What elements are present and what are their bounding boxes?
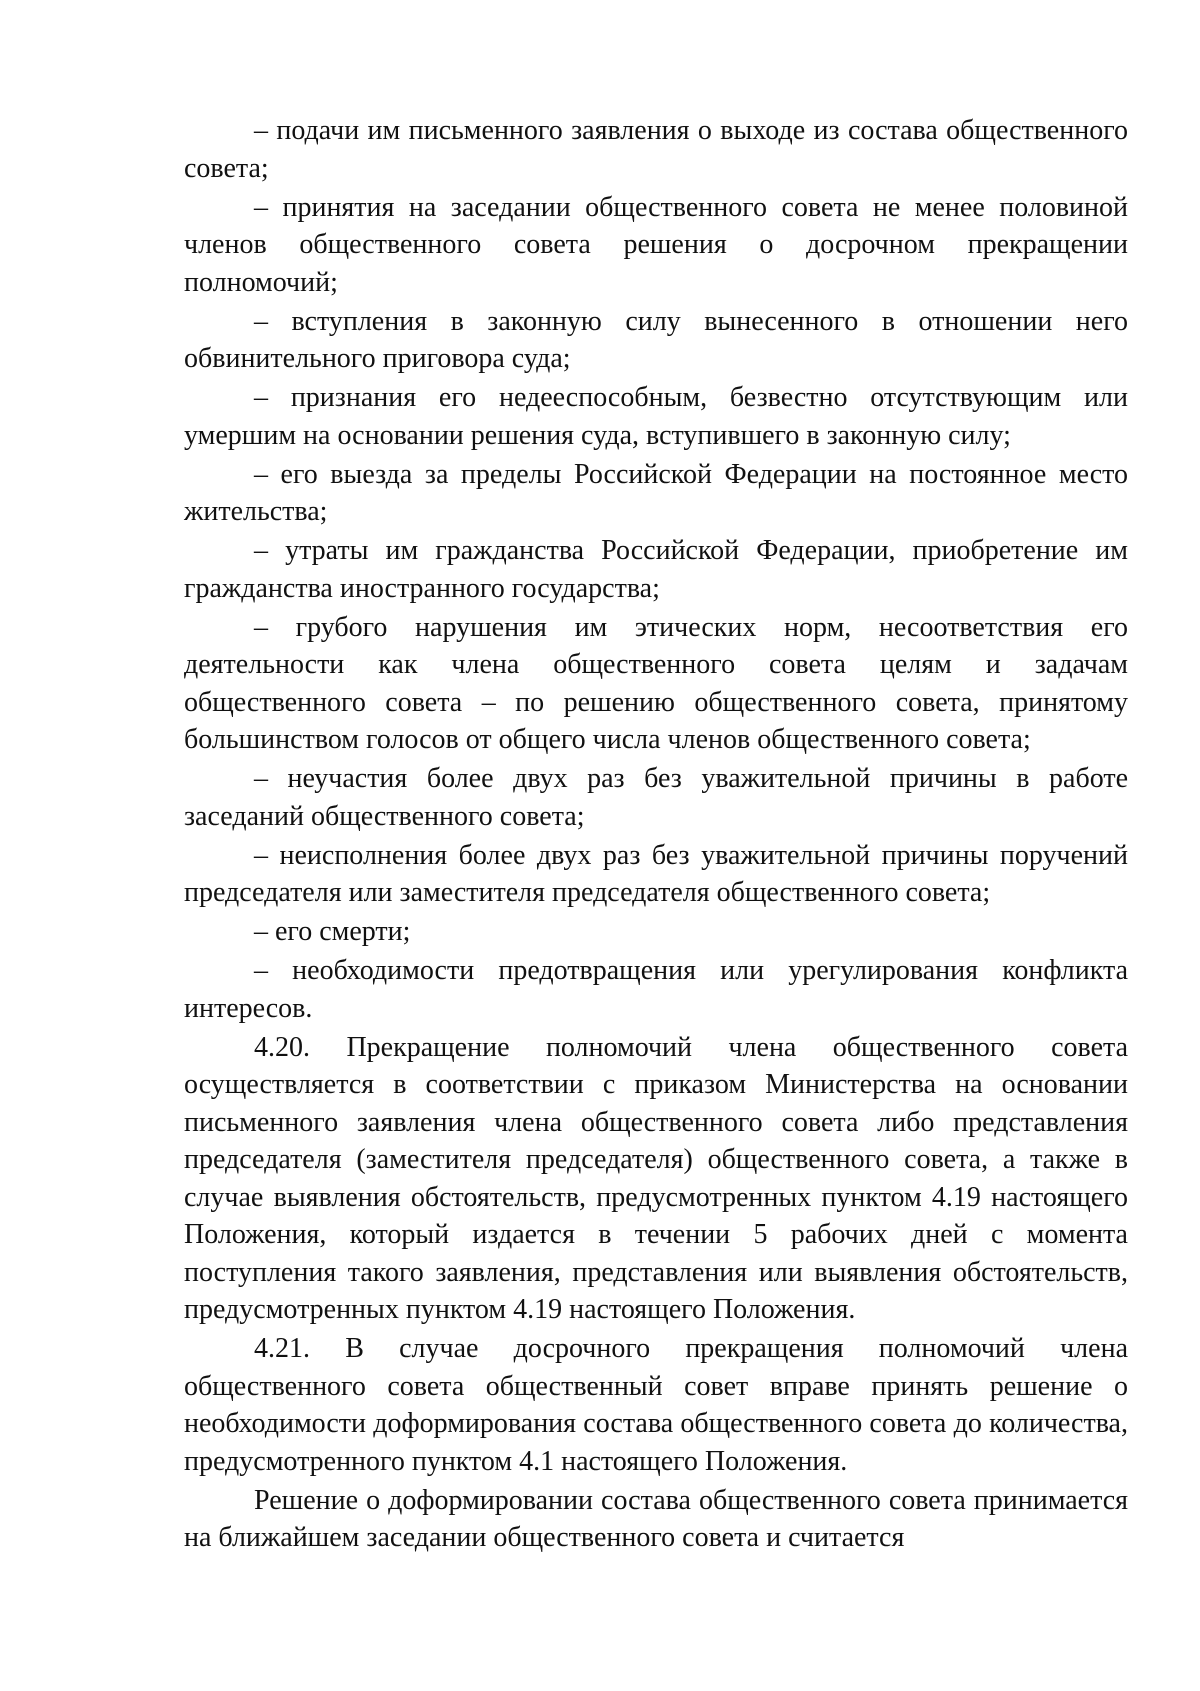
section-4-20: 4.20. Прекращение полномочий члена общественного совета осуществляется в соответствии с приказом Министерства на основании письменного заявления члена общественного совета либо представления председателя (заместителя председателя) общественного совета, а также в случае выявления обстоятельств, предусмотренных пунктом 4.19 настоящего Положения, который издается в течении 5 рабочих дней с момента поступления такого заявления, представления или выявления обстоятельств, предусмотренных пунктом 4.19 настоящего Положения. [184, 1031, 1128, 1325]
paragraph-incapacity: – признания его недееспособным, безвестно отсутствующим или умершим на основании решения суда, вступившего в законную силу; [184, 382, 1128, 451]
paragraph-nonparticipation: – неучастия более двух раз без уважительной причины в работе заседаний общественного совета; [184, 763, 1128, 832]
paragraph-death: – его смерти; [254, 916, 411, 947]
paragraph-ethics-violation: – грубого нарушения им этических норм, несоответствия его деятельности как члена общественного совета целям и задачам общественного совета – по решению общественного совета, принятому большинством голосов от общего числа членов общественного совета; [184, 611, 1128, 755]
paragraph-citizenship-loss: – утраты им гражданства Российской Федерации, приобретение им гражданства иностранного государства; [184, 535, 1128, 604]
paragraph-council-decision: – принятия на заседании общественного совета не менее половиной членов общественного совета решения о досрочном прекращении полномочий; [184, 191, 1128, 298]
section-4-21: 4.21. В случае досрочного прекращения полномочий члена общественного совета общественный совет вправе принять решение о необходимости доформирования состава общественного совета до количества, предусмотренного пунктом 4.1 настоящего Положения. [184, 1333, 1128, 1477]
paragraph-conflict-of-interest: – необходимости предотвращения или урегулирования конфликта интересов. [184, 955, 1128, 1024]
paragraph-court-sentence: – вступления в законную силу вынесенного в отношении него обвинительного приговора суда; [184, 305, 1128, 374]
paragraph-departure-abroad: – его выезда за пределы Российской Федерации на постоянное место жительства; [184, 458, 1128, 527]
document-body [184, 112, 1128, 1557]
paragraph-decision-additional-formation: Решение о доформировании состава общественного совета принимается на ближайшем заседании общественного совета и считается [184, 1484, 1128, 1553]
paragraph-withdrawal-application: – подачи им письменного заявления о выходе из состава общественного совета; [184, 115, 1128, 184]
paragraph-nonfulfillment: – неисполнения более двух раз без уважительной причины поручений председателя или заместителя председателя общественного совета; [184, 839, 1128, 908]
